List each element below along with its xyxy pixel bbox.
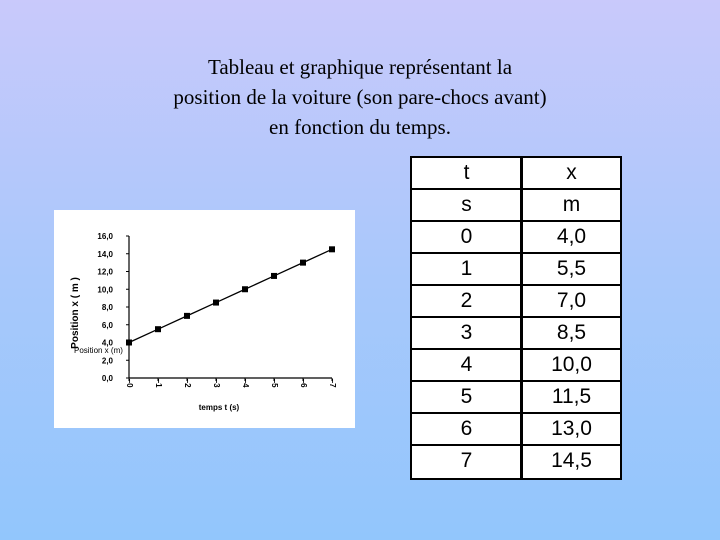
unit-x: m — [562, 193, 581, 216]
table-row — [412, 222, 620, 254]
cell-t: 0 — [460, 225, 473, 248]
table-row — [412, 318, 620, 350]
page-title — [100, 52, 620, 142]
header-x: x — [566, 161, 577, 184]
x-tick-label: −3 — [211, 378, 221, 388]
position-time-chart — [54, 210, 355, 428]
data-point — [300, 260, 306, 266]
table-header-row — [412, 158, 620, 190]
x-tick-label: −1 — [153, 378, 163, 388]
table-row — [412, 350, 620, 382]
data-point — [271, 273, 277, 279]
cell-x: 7,0 — [556, 289, 587, 312]
data-point — [329, 246, 335, 252]
y-tick-label: 6,0 — [101, 320, 113, 330]
cell-t: 7 — [460, 449, 473, 472]
x-tick-label: −2 — [182, 378, 192, 388]
table-row — [412, 286, 620, 318]
table-row — [412, 446, 620, 478]
y-tick-label: 8,0 — [101, 303, 113, 312]
data-point — [155, 326, 161, 332]
data-point — [213, 300, 219, 306]
y-tick-label: 12,0 — [97, 267, 113, 277]
cell-x: 5,5 — [556, 257, 587, 280]
cell-t: 5 — [460, 385, 473, 408]
y-tick-label: 4,0 — [101, 338, 113, 348]
x-tick-label: −5 — [269, 378, 279, 388]
cell-t: 3 — [460, 321, 473, 344]
table-row — [412, 382, 620, 414]
cell-x: 14,5 — [551, 449, 592, 472]
data-point — [184, 313, 190, 319]
x-tick-label: −4 — [240, 378, 250, 388]
data-table — [410, 156, 622, 480]
y-tick-label: 16,0 — [97, 232, 113, 241]
y-tick-label: 0,0 — [101, 374, 113, 383]
y-tick-label: 2,0 — [101, 356, 113, 366]
table-row — [412, 414, 620, 446]
unit-t: s — [461, 193, 472, 216]
y-tick-label: 10,0 — [97, 285, 113, 295]
header-t: t — [463, 161, 470, 184]
data-point — [242, 286, 248, 292]
y-axis-title: Position x ( m ) — [70, 277, 81, 349]
cell-x: 10,0 — [551, 353, 592, 376]
cell-t: 6 — [460, 417, 473, 440]
title-line-1: Tableau et graphique représentant la — [207, 55, 513, 79]
cell-x: 8,5 — [556, 321, 587, 344]
cell-x: 11,5 — [551, 385, 592, 408]
table-row — [412, 254, 620, 286]
series-label: Position x (m) — [74, 346, 123, 355]
cell-x: 4,0 — [556, 225, 587, 248]
chart-panel — [54, 210, 355, 428]
cell-t: 4 — [460, 353, 473, 376]
title-line-2: position de la voiture (son pare-chocs avant) — [173, 85, 547, 109]
y-tick-label: 14,0 — [97, 249, 113, 259]
cell-t: 1 — [460, 257, 473, 280]
cell-x: 13,0 — [551, 417, 592, 440]
data-point — [126, 340, 132, 346]
table-units-row — [412, 190, 620, 222]
x-tick-label: −6 — [298, 378, 308, 388]
x-tick-label: −0 — [124, 378, 134, 388]
cell-t: 2 — [460, 289, 473, 312]
x-axis-title: temps t (s) — [198, 403, 240, 412]
title-line-3: en fonction du temps. — [269, 115, 451, 139]
x-tick-label: −7 — [327, 378, 337, 388]
